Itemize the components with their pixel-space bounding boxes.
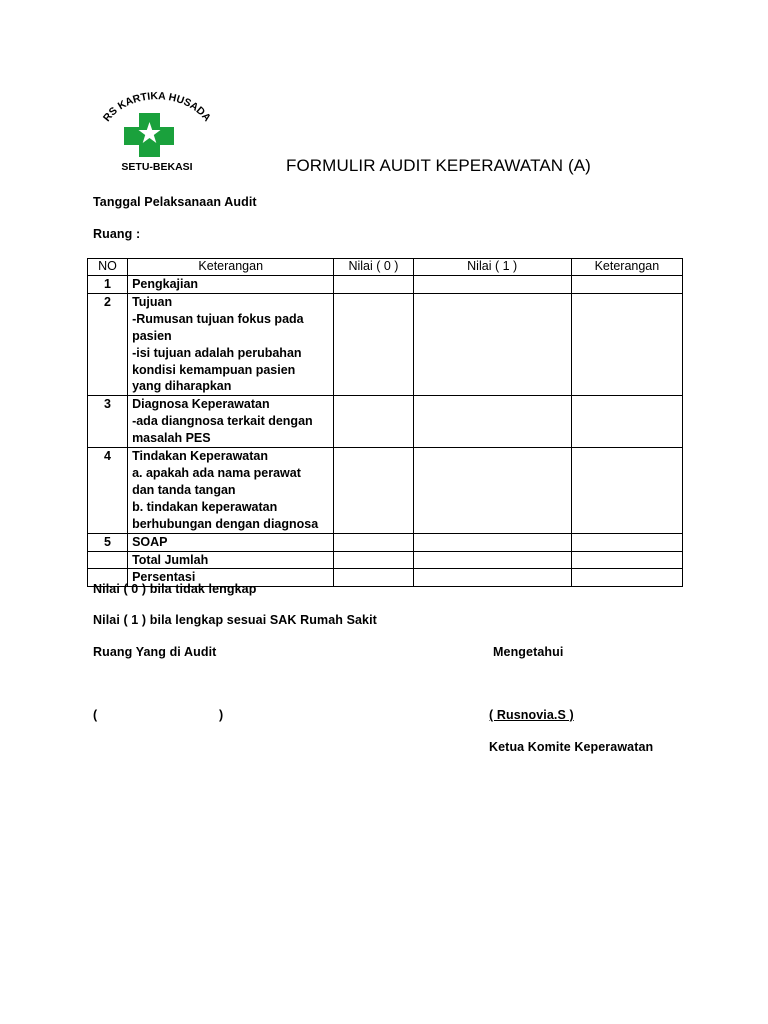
- logo-graphic: [92, 85, 222, 180]
- table-header-row: [88, 259, 683, 276]
- score-1-cell[interactable]: [413, 533, 571, 551]
- header-keterangan-2: Keterangan: [571, 259, 682, 276]
- score-0-cell[interactable]: [334, 448, 413, 534]
- description-line: -Rumusan tujuan fokus pada: [132, 311, 304, 326]
- score-1-cell[interactable]: [413, 396, 571, 448]
- table-row: [88, 448, 683, 534]
- table-row: [88, 551, 683, 569]
- header-no: NO: [88, 259, 128, 276]
- score-0-cell[interactable]: [334, 569, 413, 587]
- logo-arc-text: RS KARTIKA HUSADA: [100, 90, 214, 124]
- row-number: 5: [88, 533, 128, 551]
- description-line: yang diharapkan: [132, 379, 232, 394]
- description-line: Persentasi: [132, 570, 196, 585]
- description-line: a. apakah ada nama perawat: [132, 465, 301, 480]
- score-1-cell[interactable]: [413, 569, 571, 587]
- score-0-cell[interactable]: [334, 276, 413, 294]
- acknowledged-label: Mengetahui: [493, 645, 564, 659]
- description-line: -ada diangnosa terkait dengan: [132, 414, 313, 429]
- audit-date-label: Tanggal Pelaksanaan Audit: [93, 195, 257, 209]
- header-keterangan: Keterangan: [128, 259, 334, 276]
- row-number: 3: [88, 396, 128, 448]
- table-row: [88, 533, 683, 551]
- description-line: Pengkajian: [132, 277, 199, 291]
- signer-title: Ketua Komite Keperawatan: [489, 740, 654, 754]
- form-title: FORMULIR AUDIT KEPERAWATAN (A): [286, 156, 591, 175]
- row-number: 2: [88, 293, 128, 395]
- description-line: -isi tujuan adalah perubahan: [132, 345, 302, 360]
- table-row: [88, 276, 683, 294]
- description-line: Total Jumlah: [132, 552, 209, 567]
- score-1-cell[interactable]: [413, 551, 571, 569]
- remarks-cell[interactable]: [571, 569, 682, 587]
- logo-subtitle: SETU-BEKASI: [121, 161, 193, 173]
- row-description: [128, 276, 334, 294]
- row-description: [128, 396, 334, 448]
- description-line: Diagnosa Keperawatan: [132, 397, 270, 412]
- table-row: [88, 293, 683, 395]
- remarks-cell[interactable]: [571, 448, 682, 534]
- row-description: [128, 533, 334, 551]
- description-line: SOAP: [132, 534, 168, 549]
- remarks-cell[interactable]: [571, 276, 682, 294]
- header-nilai-1: Nilai ( 1 ): [413, 259, 571, 276]
- remarks-cell[interactable]: [571, 396, 682, 448]
- description-line: b. tindakan keperawatan: [132, 499, 278, 514]
- remarks-cell[interactable]: [571, 293, 682, 395]
- row-number: 1: [88, 276, 128, 294]
- description-line: Tujuan: [132, 294, 173, 309]
- remarks-cell[interactable]: [571, 533, 682, 551]
- signer-name: ( Rusnovia.S ): [489, 708, 574, 722]
- audit-table: [87, 258, 683, 587]
- score-0-cell[interactable]: [334, 293, 413, 395]
- row-number: [88, 551, 128, 569]
- score-1-cell[interactable]: [413, 276, 571, 294]
- header-nilai-0: Nilai ( 0 ): [334, 259, 413, 276]
- score-0-cell[interactable]: [334, 396, 413, 448]
- score-0-cell[interactable]: [334, 551, 413, 569]
- score-1-cell[interactable]: [413, 293, 571, 395]
- description-line: kondisi kemampuan pasien: [132, 362, 296, 377]
- row-description: [128, 551, 334, 569]
- cross-icon: [124, 113, 174, 157]
- signature-open-paren: (: [93, 708, 98, 722]
- room-label: Ruang :: [93, 227, 141, 241]
- audited-room-label: Ruang Yang di Audit: [93, 645, 217, 659]
- hospital-logo: [92, 85, 222, 180]
- note-nilai-1: Nilai ( 1 ) bila lengkap sesuai SAK Rumah Sakit: [93, 613, 377, 627]
- description-line: Tindakan Keperawatan: [132, 449, 268, 464]
- row-description: [128, 448, 334, 534]
- description-line: berhubungan dengan diagnosa: [132, 516, 319, 531]
- score-1-cell[interactable]: [413, 448, 571, 534]
- description-line: pasien: [132, 328, 172, 343]
- note-nilai-0: Nilai ( 0 ) bila tidak lengkap: [93, 582, 257, 596]
- score-0-cell[interactable]: [334, 533, 413, 551]
- row-description: [128, 293, 334, 395]
- description-line: dan tanda tangan: [132, 482, 236, 497]
- row-number: 4: [88, 448, 128, 534]
- remarks-cell[interactable]: [571, 551, 682, 569]
- description-line: masalah PES: [132, 431, 211, 446]
- table-row: [88, 396, 683, 448]
- signature-close-paren: ): [219, 708, 224, 722]
